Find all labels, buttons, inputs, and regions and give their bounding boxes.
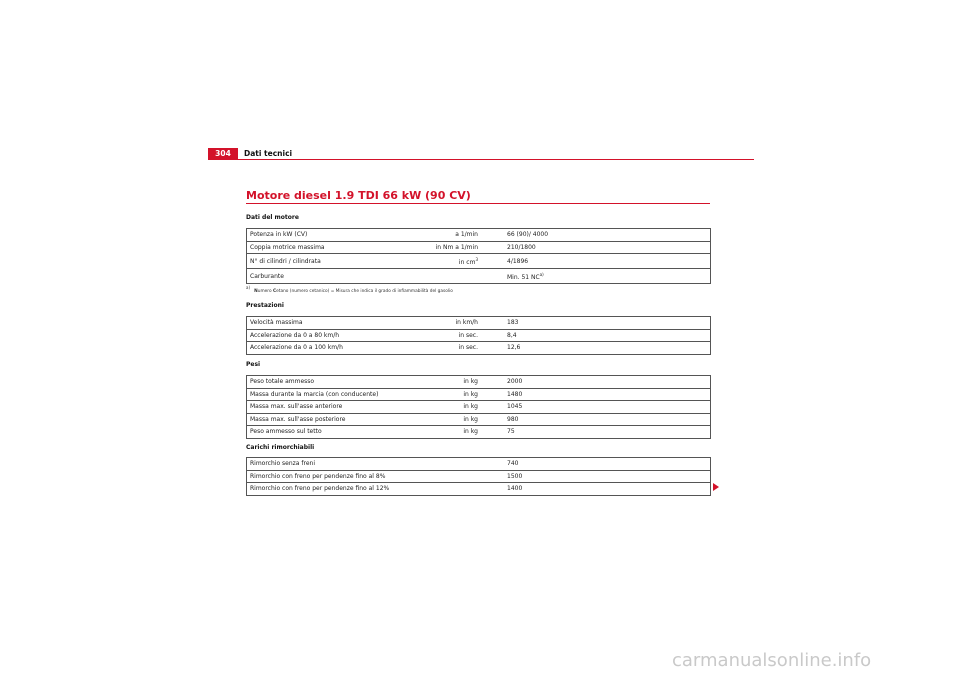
section-heading-towing: Carichi rimorchiabili: [246, 444, 315, 451]
row-value: 980: [504, 413, 711, 426]
row-unit: in kg: [425, 388, 481, 401]
row-label: Peso ammesso sul tetto: [247, 426, 426, 439]
row-value: [504, 269, 711, 284]
watermark: carmanualsonline.info: [672, 650, 872, 671]
row-value: 1480: [504, 388, 711, 401]
table-row: [247, 317, 711, 330]
unit-text: in cm: [458, 259, 476, 266]
section-heading-engine: Dati del motore: [246, 214, 299, 221]
row-label: Peso totale ammesso: [247, 376, 426, 389]
row-value: 1400: [504, 483, 711, 496]
footnote-text: umero: [257, 289, 273, 294]
footnote-bold-n: N: [254, 289, 258, 294]
row-unit: in sec.: [425, 329, 481, 342]
page-title: Motore diesel 1.9 TDI 66 kW (90 CV): [246, 189, 471, 202]
row-label: Accelerazione da 0 a 100 km/h: [247, 342, 426, 355]
row-value: 66 (90)/ 4000: [504, 229, 711, 242]
performance-table: [246, 316, 711, 355]
table-row: [247, 458, 711, 471]
footnote-bold-c: C: [272, 289, 277, 294]
row-label: Rimorchio senza freni: [247, 458, 426, 471]
header-rule: [208, 159, 754, 160]
weights-table: [246, 375, 711, 439]
unit-superscript: 3: [475, 257, 478, 262]
row-value: 4/1896: [504, 254, 711, 269]
row-unit: in sec.: [425, 342, 481, 355]
row-unit: [425, 458, 481, 471]
footnote: [246, 285, 453, 294]
row-unit: in kg: [425, 413, 481, 426]
table-row: [247, 329, 711, 342]
row-label: Carburante: [247, 269, 426, 284]
row-unit: [425, 254, 481, 269]
row-label: Massa max. sull'asse posteriore: [247, 413, 426, 426]
table-row: [247, 426, 711, 439]
row-unit: in kg: [425, 426, 481, 439]
row-unit: [425, 483, 481, 496]
table-row: [247, 342, 711, 355]
table-row: [247, 413, 711, 426]
table-row: [247, 470, 711, 483]
row-label: Coppia motrice massima: [247, 241, 426, 254]
table-row: [247, 401, 711, 414]
row-label: Massa max. sull'asse anteriore: [247, 401, 426, 414]
table-row: [247, 483, 711, 496]
row-value: 12,6: [504, 342, 711, 355]
row-unit: [425, 470, 481, 483]
footnote-marker: a): [246, 285, 251, 290]
section-heading-weights: Pesi: [246, 361, 261, 368]
value-text: Min. 51 NC: [507, 274, 540, 281]
row-value: 740: [504, 458, 711, 471]
row-unit: [425, 269, 481, 284]
engine-table: [246, 228, 711, 284]
row-value: 8,4: [504, 329, 711, 342]
next-page-arrow-icon: [713, 483, 719, 491]
row-value: 183: [504, 317, 711, 330]
row-label: N° di cilindri / cilindrata: [247, 254, 426, 269]
row-label: Accelerazione da 0 a 80 km/h: [247, 329, 426, 342]
row-label: Rimorchio con freno per pendenze fino al 12%: [247, 483, 426, 496]
section-heading-performance: Prestazioni: [246, 302, 284, 309]
towing-table: [246, 457, 711, 496]
row-label: Velocità massima: [247, 317, 426, 330]
table-row: [247, 254, 711, 269]
table-row: [247, 269, 711, 284]
row-unit: a 1/min: [425, 229, 481, 242]
row-unit: in kg: [425, 401, 481, 414]
chapter-title: Dati tecnici: [244, 149, 293, 158]
table-row: [247, 376, 711, 389]
row-value: 1045: [504, 401, 711, 414]
page-number: 304: [208, 148, 238, 160]
footnote-text: etano (numero cetanico) = Misura che indica il grado di infiammabilità del gasolio: [276, 289, 453, 294]
row-value: 210/1800: [504, 241, 711, 254]
row-value: 1500: [504, 470, 711, 483]
page-header: [208, 148, 754, 160]
row-unit: in km/h: [425, 317, 481, 330]
row-value: 2000: [504, 376, 711, 389]
row-label: Massa durante la marcia (con conducente): [247, 388, 426, 401]
table-row: [247, 241, 711, 254]
table-row: [247, 229, 711, 242]
table-row: [247, 388, 711, 401]
row-label: Rimorchio con freno per pendenze fino al 8%: [247, 470, 426, 483]
row-label: Potenza in kW (CV): [247, 229, 426, 242]
row-unit: in Nm a 1/min: [425, 241, 481, 254]
title-rule: [246, 203, 710, 204]
row-value: 75: [504, 426, 711, 439]
row-unit: in kg: [425, 376, 481, 389]
footnote-ref: a): [539, 272, 544, 277]
